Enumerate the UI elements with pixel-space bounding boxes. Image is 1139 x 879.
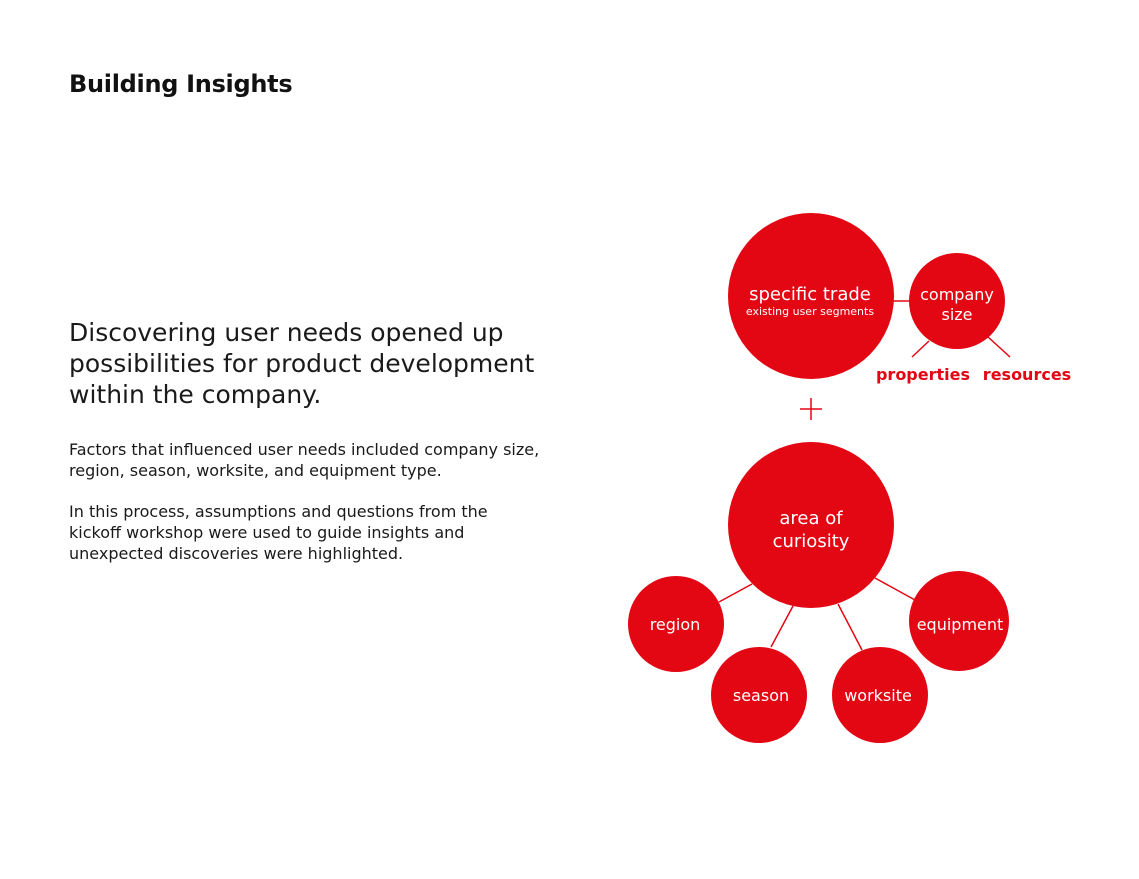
- node-region-label: region: [649, 615, 701, 634]
- node-area-of-curiosity-line2: curiosity: [772, 531, 850, 552]
- node-specific-trade: [728, 213, 894, 379]
- node-season: [711, 647, 807, 743]
- node-worksite: [832, 647, 928, 743]
- node-season-label: season: [732, 686, 790, 705]
- node-area-of-curiosity-line1: area of: [779, 508, 843, 529]
- connector-curiosity-region: [719, 584, 752, 602]
- node-specific-trade-label: specific trade: [749, 284, 871, 305]
- node-specific-trade-sublabel: existing user segments: [745, 305, 875, 318]
- node-equipment: [909, 571, 1009, 671]
- branch-label-properties: properties: [875, 365, 971, 384]
- node-equipment-label: equipment: [916, 615, 1004, 634]
- page-title: Building Insights: [69, 70, 293, 98]
- connector-curiosity-worksite: [838, 604, 862, 650]
- connector-curiosity-equipment: [875, 578, 915, 600]
- node-company-size-label-line2: size: [941, 305, 973, 324]
- node-region: [628, 576, 724, 672]
- node-company-size-label-line1: company: [920, 285, 994, 304]
- lead-statement: Discovering user needs opened up possibilities for product development within the company.: [69, 318, 535, 409]
- body-paragraph-process: In this process, assumptions and questions from the kickoff workshop were used to guide insights and unexpected discoveries were highlighted.: [69, 502, 488, 563]
- node-worksite-label: worksite: [844, 686, 912, 705]
- body-paragraph-factors: Factors that influenced user needs included company size, region, season, worksite, and equipment type.: [69, 440, 540, 480]
- plus-icon: [800, 398, 822, 420]
- connector-company-size-properties: [912, 341, 929, 357]
- node-area-of-curiosity: [728, 442, 894, 608]
- branch-label-resources: resources: [982, 365, 1072, 384]
- connector-curiosity-season: [771, 606, 793, 647]
- connector-company-size-resources: [988, 337, 1010, 357]
- node-company-size: [909, 253, 1005, 349]
